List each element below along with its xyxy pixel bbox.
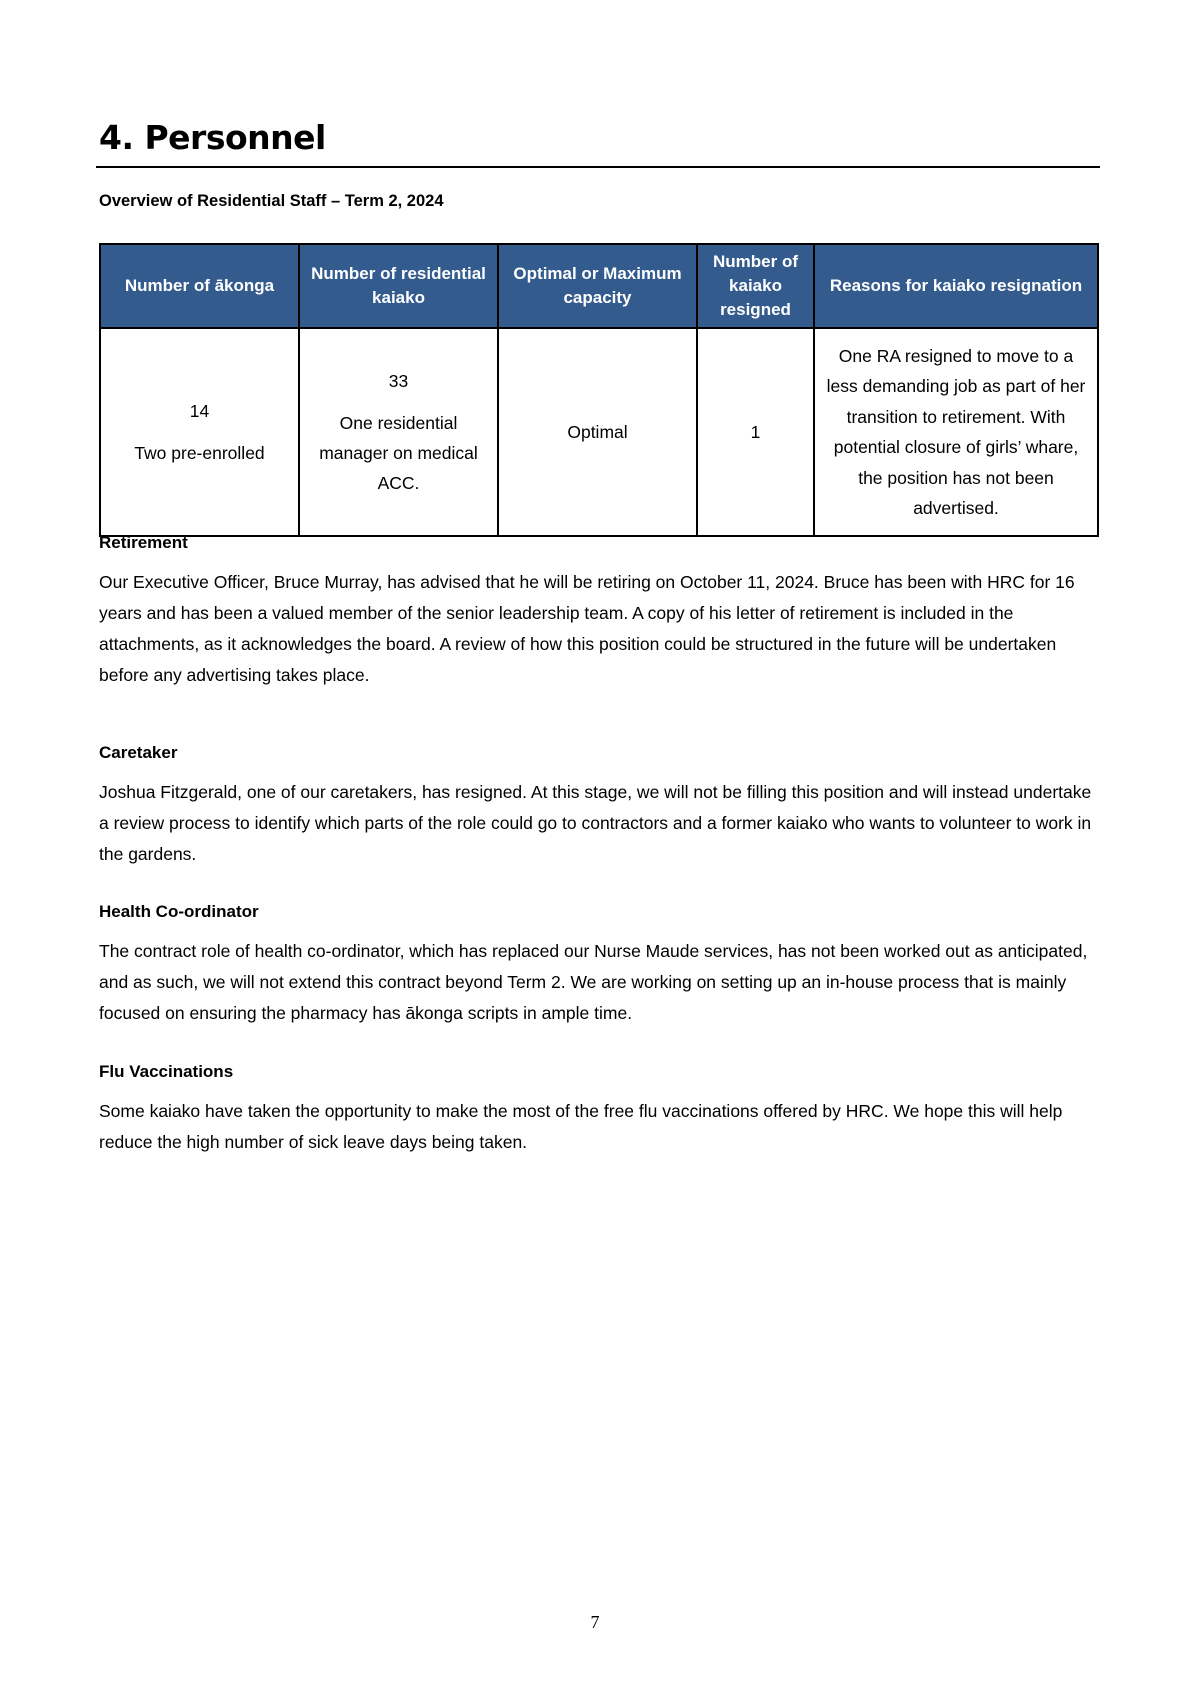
cell-akonga (100, 328, 299, 536)
header-reasons: Reasons for kaiako resignation (814, 244, 1098, 328)
header-residential-kaiako: Number of residential kaiako (299, 244, 498, 328)
akonga-note: Two pre-enrolled (134, 443, 265, 463)
table-caption: Overview of Residential Staff – Term 2, 2024 (99, 192, 444, 210)
section-body: The contract role of health co-ordinator, which has replaced our Nurse Maude services, has not been worked out as anticipated, and as such, we will not extend this contract beyond Term 2. We are working on setting up an in-house process that is mainly focused on ensuring the pharmacy has ākonga scripts in ample time. (99, 941, 1088, 1023)
header-akonga: Number of ākonga (100, 244, 299, 328)
section-health-coordinator (99, 902, 1099, 1029)
table-header-row (100, 244, 1098, 328)
section-title: Flu Vaccinations (99, 1062, 234, 1081)
staff-overview-table (99, 243, 1099, 537)
table-row (100, 328, 1098, 536)
header-capacity: Optimal or Maximum capacity (498, 244, 697, 328)
header-resigned: Number of kaiako resigned (697, 244, 814, 328)
page-heading: 4. Personnel (99, 118, 326, 157)
section-title: Retirement (99, 533, 188, 552)
section-retirement (99, 533, 1099, 691)
heading-rule (96, 166, 1100, 168)
section-body: Joshua Fitzgerald, one of our caretakers, has resigned. At this stage, we will not be filling this position and will instead undertake a review process to identify which parts of the role could go to contractors and a former kaiako who wants to volunteer to work in the gardens. (99, 782, 1092, 864)
section-flu-vaccinations (99, 1062, 1099, 1158)
section-body: Our Executive Officer, Bruce Murray, has advised that he will be retiring on October 11, 2024. Bruce has been with HRC for 16 years and has been a valued member of the senior leadership team. A copy of his letter of retirement is included in the attachments, as it acknowledges the board. A review of how this position could be structured in the future will be undertaken before any advertising takes place. (99, 572, 1075, 685)
section-caretaker (99, 743, 1099, 870)
page-number: 7 (590, 1612, 600, 1632)
section-body: Some kaiako have taken the opportunity to make the most of the free flu vaccinations offered by HRC. We hope this will help reduce the high number of sick leave days being taken. (99, 1101, 1063, 1152)
section-title: Caretaker (99, 743, 178, 762)
cell-reasons: One RA resigned to move to a less demanding job as part of her transition to retirement. With potential closure of girls’ whare, the position has not been advertised. (814, 328, 1098, 536)
kaiako-note: One residential manager on medical ACC. (319, 413, 478, 493)
cell-capacity: Optimal (498, 328, 697, 536)
cell-resigned: 1 (697, 328, 814, 536)
kaiako-count: 33 (388, 371, 409, 391)
section-title: Health Co-ordinator (99, 902, 259, 921)
cell-kaiako (299, 328, 498, 536)
akonga-count: 14 (189, 401, 210, 421)
